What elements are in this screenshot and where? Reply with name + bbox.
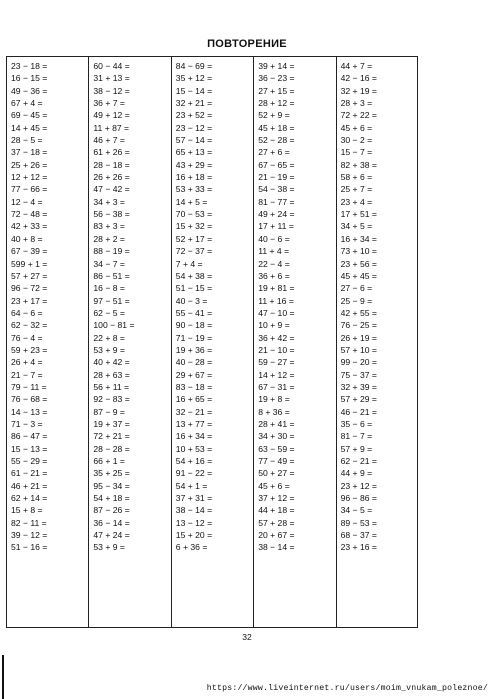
exercise-item: 34 + 5 = — [340, 221, 373, 232]
exercise-item: 27 + 6 = — [258, 147, 290, 158]
page-title: ПОВТОРЕНИЕ — [207, 38, 287, 50]
exercise-item: 34 + 3 = — [93, 196, 125, 207]
exercise-item: 47 + 24 = — [93, 530, 130, 541]
exercise-item: 54 + 16 = — [175, 456, 213, 466]
exercise-item: 53 + 9 = — [93, 344, 125, 355]
exercise-item: 87 − 9 = — [93, 406, 125, 417]
exercise-item: 38 − 12 = — [93, 85, 130, 96]
exercise-item: 15 − 13 = — [11, 443, 48, 454]
exercise-item: 52 + 9 = — [258, 110, 290, 121]
exercise-item: 13 + 77 = — [175, 418, 213, 429]
exercise-item: 57 + 9 = — [340, 443, 373, 454]
exercise-item: 68 − 37 = — [340, 530, 377, 541]
exercise-item: 91 − 22 = — [175, 468, 213, 479]
exercise-item: 72 + 22 = — [340, 110, 377, 121]
exercise-item: 76 − 4 = — [11, 332, 43, 343]
exercise-item: 57 + 10 = — [340, 344, 377, 355]
exercise-item: 69 − 45 = — [11, 110, 48, 121]
exercise-item: 15 − 7 = — [340, 147, 373, 158]
exercise-item: 50 + 27 = — [258, 468, 295, 479]
exercise-item: 51 − 15 = — [175, 283, 213, 294]
exercise-item: 23 + 4 = — [340, 196, 373, 207]
exercise-item: 70 − 53 = — [175, 209, 213, 220]
exercise-item: 42 + 55 = — [340, 307, 377, 318]
exercise-item: 55 − 41 = — [175, 307, 213, 318]
exercise-item: 56 + 11 = — [93, 381, 130, 392]
exercise-item: 43 + 29 = — [175, 159, 213, 170]
exercise-item: 62 − 5 = — [93, 307, 125, 318]
exercise-item: 82 − 11 = — [11, 517, 47, 528]
exercise-item: 67 − 39 = — [11, 246, 48, 257]
source-url: https://www.liveinternet.ru/users/moim_vnukam_poleznoe/ — [206, 684, 488, 693]
exercise-item: 66 + 1 = — [93, 456, 125, 466]
exercise-item: 52 + 17 = — [175, 233, 213, 244]
exercise-item: 10 + 9 = — [258, 320, 290, 331]
exercise-item: 23 + 17 = — [11, 295, 48, 306]
exercise-item: 29 + 67 = — [175, 369, 213, 380]
exercise-item: 57 − 14 = — [175, 135, 213, 146]
exercise-item: 34 + 30 = — [258, 431, 295, 442]
exercise-item: 83 − 18 = — [175, 381, 213, 392]
exercise-item: 71 − 19 = — [175, 332, 213, 343]
exercise-item: 35 + 25 = — [93, 468, 130, 479]
exercise-item: 27 − 6 = — [340, 283, 373, 294]
exercise-item: 32 − 21 = — [175, 406, 213, 417]
exercise-item: 81 − 7 = — [340, 431, 373, 442]
exercise-item: 7 + 4 = — [175, 258, 203, 269]
exercise-item: 19 + 8 = — [258, 394, 290, 405]
exercise-item: 19 + 36 = — [175, 344, 213, 355]
exercise-item: 55 − 29 = — [11, 456, 48, 466]
exercise-item: 58 + 6 = — [340, 172, 373, 183]
exercise-item: 63 − 59 = — [258, 443, 295, 454]
exercise-item: 86 − 51 = — [93, 270, 130, 281]
exercise-item: 51 − 16 = — [11, 542, 48, 553]
exercise-item: 26 + 19 = — [340, 332, 377, 343]
exercise-item: 32 + 19 = — [340, 85, 377, 96]
exercise-item: 72 − 37 = — [175, 246, 213, 257]
exercise-item: 11 + 16 = — [258, 295, 294, 306]
exercise-item: 72 + 21 = — [93, 431, 130, 442]
exercise-item: 89 − 53 = — [340, 517, 377, 528]
exercise-item: 16 − 15 = — [11, 73, 48, 84]
exercise-item: 36 − 14 = — [93, 517, 130, 528]
exercise-item: 47 − 10 = — [258, 307, 295, 318]
exercise-item: 45 + 6 = — [340, 122, 373, 133]
exercise-item: 15 + 20 = — [175, 530, 213, 541]
exercise-item: 47 − 42 = — [93, 184, 130, 195]
exercise-item: 54 + 18 = — [93, 493, 130, 504]
exercise-item: 71 − 3 = — [11, 418, 43, 429]
exercise-item: 42 + 33 = — [11, 221, 48, 232]
exercise-item: 28 − 5 = — [11, 135, 43, 146]
exercise-item: 21 − 7 = — [11, 369, 43, 380]
exercise-item: 17 + 51 = — [340, 209, 377, 220]
exercise-item: 96 − 72 = — [11, 283, 48, 294]
exercise-item: 23 + 12 = — [340, 480, 377, 491]
exercise-item: 40 + 42 = — [93, 357, 130, 368]
exercise-item: 11 + 87 = — [93, 122, 130, 133]
exercise-item: 12 + 12 = — [11, 172, 48, 183]
exercise-item: 16 − 8 = — [93, 283, 125, 294]
exercise-item: 6 + 36 = — [175, 542, 208, 553]
exercise-item: 97 − 51 = — [93, 295, 130, 306]
exercise-item: 52 − 28 = — [258, 135, 295, 146]
exercise-item: 28 − 18 = — [93, 159, 130, 170]
exercise-item: 77 − 66 = — [11, 184, 48, 195]
exercise-item: 62 + 14 = — [11, 493, 48, 504]
exercise-item: 36 + 42 = — [258, 332, 295, 343]
exercise-item: 14 + 45 = — [11, 122, 48, 133]
exercise-item: 60 − 44 = — [93, 61, 130, 71]
exercise-item: 79 − 11 = — [11, 381, 47, 392]
exercise-item: 61 + 26 = — [93, 147, 130, 158]
exercise-item: 40 − 6 = — [258, 233, 290, 244]
exercise-item: 16 + 65 = — [175, 394, 213, 405]
exercise-item: 16 + 18 = — [175, 172, 213, 183]
exercise-column — [171, 57, 253, 627]
exercise-item: 49 + 24 = — [258, 209, 295, 220]
exercise-item: 25 − 9 = — [340, 295, 373, 306]
exercise-item: 8 + 36 = — [258, 406, 290, 417]
exercise-item: 599 + 1 = — [11, 258, 48, 269]
exercise-column — [336, 57, 418, 627]
exercise-item: 15 + 32 = — [175, 221, 213, 232]
exercise-item: 35 + 12 = — [175, 73, 213, 84]
exercise-item: 12 − 4 = — [11, 196, 43, 207]
exercise-item: 36 + 6 = — [258, 270, 290, 281]
exercise-item: 28 + 63 = — [93, 369, 130, 380]
exercise-item: 37 − 18 = — [11, 147, 48, 158]
exercise-item: 45 + 18 = — [258, 122, 295, 133]
exercise-item: 36 + 7 = — [93, 98, 125, 109]
exercise-item: 37 + 31 = — [175, 493, 213, 504]
exercise-item: 27 + 15 = — [258, 85, 295, 96]
exercise-item: 62 − 21 = — [340, 456, 377, 466]
exercise-item: 23 + 52 = — [175, 110, 213, 121]
exercise-item: 73 + 10 = — [340, 246, 377, 257]
exercise-item: 54 + 38 = — [175, 270, 213, 281]
exercise-item: 56 − 38 = — [93, 209, 130, 220]
exercise-item: 14 − 13 = — [11, 406, 48, 417]
exercise-item: 10 + 53 = — [175, 443, 213, 454]
exercise-item: 26 + 26 = — [93, 172, 130, 183]
exercise-item: 38 − 14 = — [175, 505, 213, 516]
exercise-column — [253, 57, 335, 627]
exercise-item: 28 + 2 = — [93, 233, 125, 244]
exercise-item: 19 + 37 = — [93, 418, 130, 429]
exercise-item: 28 + 12 = — [258, 98, 295, 109]
exercise-item: 57 + 29 = — [340, 394, 377, 405]
exercise-item: 14 + 5 = — [175, 196, 208, 207]
exercise-item: 67 − 31 = — [258, 381, 295, 392]
exercise-item: 44 + 9 = — [340, 468, 373, 479]
exercise-item: 23 + 16 = — [340, 542, 377, 553]
exercise-item: 86 − 47 = — [11, 431, 48, 442]
exercise-column — [6, 57, 88, 627]
exercise-item: 32 + 21 = — [175, 98, 213, 109]
exercise-item: 46 + 21 = — [11, 480, 48, 491]
exercise-item: 59 + 23 = — [11, 344, 48, 355]
exercise-item: 96 − 86 = — [340, 493, 377, 504]
exercise-item: 44 + 18 = — [258, 505, 295, 516]
exercise-item: 87 − 26 = — [93, 505, 130, 516]
exercise-item: 26 + 4 = — [11, 357, 43, 368]
exercise-item: 46 − 21 = — [340, 406, 377, 417]
exercise-item: 21 − 10 = — [258, 344, 295, 355]
exercise-item: 72 − 48 = — [11, 209, 48, 220]
exercise-item: 34 − 7 = — [93, 258, 125, 269]
exercise-item: 65 + 13 = — [175, 147, 213, 158]
exercise-item: 25 + 7 = — [340, 184, 373, 195]
exercise-item: 19 + 81 = — [258, 283, 295, 294]
exercise-item: 17 + 11 = — [258, 221, 294, 232]
exercise-item: 53 + 9 = — [93, 542, 125, 553]
exercise-item: 83 + 3 = — [93, 221, 125, 232]
exercise-item: 100 − 81 = — [93, 320, 135, 331]
exercise-item: 20 + 67 = — [258, 530, 295, 541]
exercise-item: 40 + 8 = — [11, 233, 43, 244]
exercise-item: 13 − 12 = — [175, 517, 213, 528]
exercise-item: 16 + 34 = — [175, 431, 213, 442]
exercise-item: 53 + 33 = — [175, 184, 213, 195]
exercise-item: 75 − 37 = — [340, 369, 377, 380]
exercise-item: 35 − 6 = — [340, 418, 373, 429]
page-number: 32 — [242, 632, 252, 642]
exercise-item: 36 − 23 = — [258, 73, 295, 84]
exercise-item: 31 + 13 = — [93, 73, 130, 84]
exercise-item: 14 + 12 = — [258, 369, 295, 380]
exercise-item: 40 − 28 = — [175, 357, 213, 368]
exercise-item: 92 − 83 = — [93, 394, 130, 405]
exercise-item: 16 + 34 = — [340, 233, 377, 244]
exercise-item: 40 − 3 = — [175, 295, 208, 306]
exercise-item: 95 − 34 = — [93, 480, 130, 491]
exercise-item: 67 + 4 = — [11, 98, 43, 109]
exercise-item: 44 + 7 = — [340, 61, 373, 71]
exercise-column — [88, 57, 170, 627]
exercise-item: 64 − 6 = — [11, 307, 43, 318]
exercise-item: 49 − 36 = — [11, 85, 48, 96]
exercise-item: 38 − 14 = — [258, 542, 295, 553]
exercise-item: 37 + 12 = — [258, 493, 295, 504]
exercise-item: 76 − 25 = — [340, 320, 377, 331]
exercise-item: 15 + 8 = — [11, 505, 43, 516]
exercise-item: 22 + 8 = — [93, 332, 125, 343]
exercise-item: 42 − 16 = — [340, 73, 377, 84]
exercise-item: 34 − 5 = — [340, 505, 373, 516]
exercise-item: 61 − 21 = — [11, 468, 48, 479]
exercise-item: 76 − 68 = — [11, 394, 48, 405]
exercise-item: 39 + 14 = — [258, 61, 295, 71]
exercise-item: 84 − 69 = — [175, 61, 213, 71]
exercise-item: 28 + 41 = — [258, 418, 295, 429]
exercise-item: 28 − 28 = — [93, 443, 130, 454]
scan-edge-mark — [2, 655, 4, 699]
exercise-item: 88 − 19 = — [93, 246, 130, 257]
exercise-item: 28 + 3 = — [340, 98, 373, 109]
exercise-item: 77 − 49 = — [258, 456, 295, 466]
exercise-item: 21 − 19 = — [258, 172, 295, 183]
exercise-item: 57 + 28 = — [258, 517, 295, 528]
exercise-item: 45 + 6 = — [258, 480, 290, 491]
exercise-item: 81 − 77 = — [258, 196, 295, 207]
exercise-item: 54 − 38 = — [258, 184, 295, 195]
exercise-item: 57 + 27 = — [11, 270, 48, 281]
exercise-item: 32 + 39 = — [340, 381, 377, 392]
exercise-item: 22 − 4 = — [258, 258, 290, 269]
exercise-item: 82 + 38 = — [340, 159, 377, 170]
exercise-item: 23 + 56 = — [340, 258, 377, 269]
exercise-item: 67 − 65 = — [258, 159, 295, 170]
exercise-item: 11 + 4 = — [258, 246, 290, 257]
exercise-item: 46 + 7 = — [93, 135, 125, 146]
exercise-item: 59 − 27 = — [258, 357, 295, 368]
exercise-item: 54 + 1 = — [175, 480, 208, 491]
exercise-item: 23 − 18 = — [11, 61, 48, 71]
exercise-item: 25 + 26 = — [11, 159, 48, 170]
exercise-item: 90 − 18 = — [175, 320, 213, 331]
exercise-item: 39 − 12 = — [11, 530, 48, 541]
exercise-item: 30 − 2 = — [340, 135, 373, 146]
exercise-item: 23 − 12 = — [175, 122, 213, 133]
exercise-item: 99 − 20 = — [340, 357, 377, 368]
exercise-item: 62 − 32 = — [11, 320, 48, 331]
exercise-table — [6, 56, 418, 628]
exercise-item: 45 + 45 = — [340, 270, 377, 281]
exercise-item: 15 − 14 = — [175, 85, 213, 96]
exercise-item: 49 + 12 = — [93, 110, 130, 121]
